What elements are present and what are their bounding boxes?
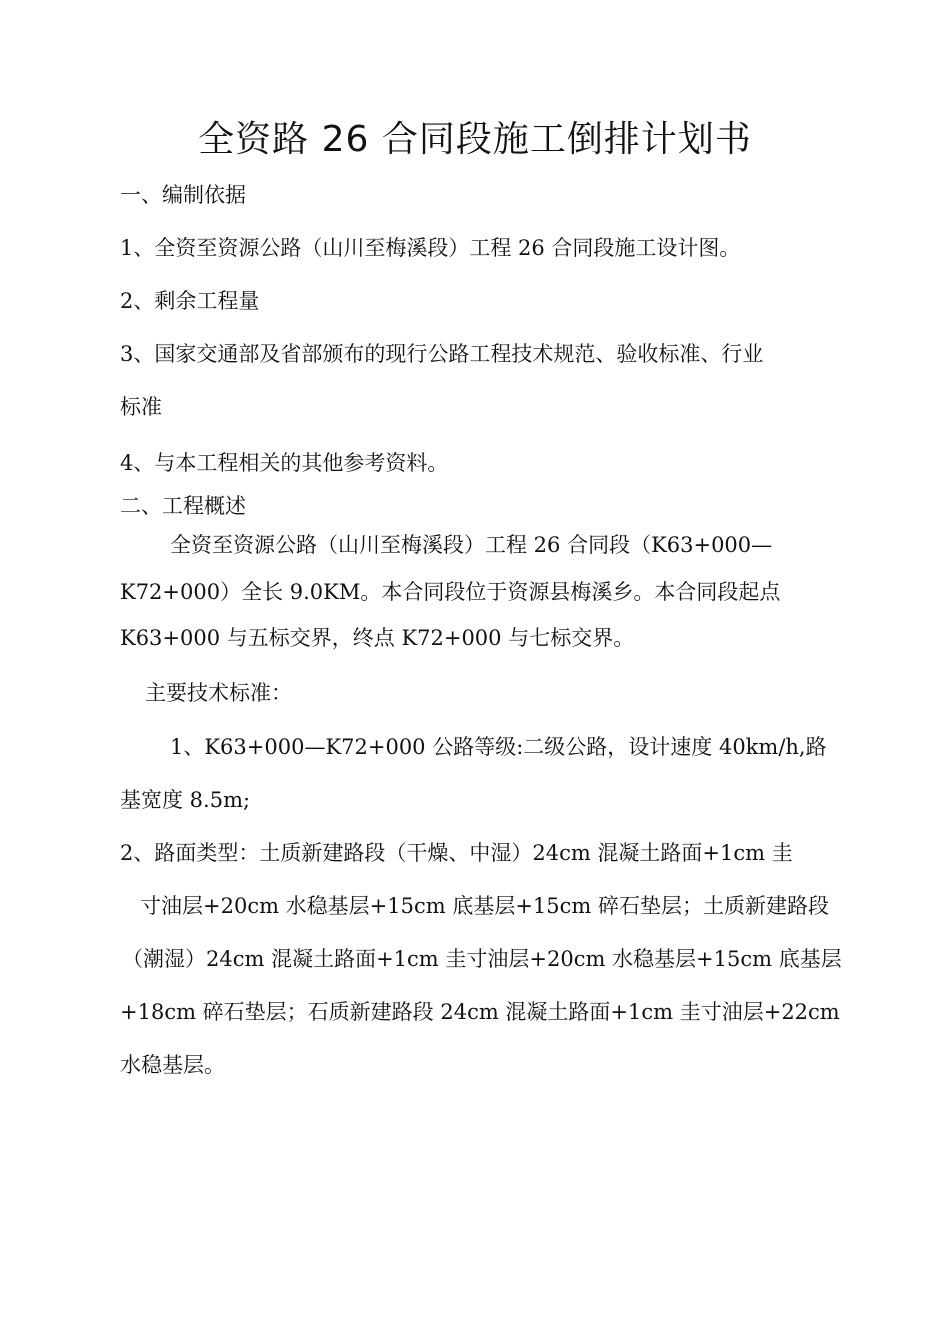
standard-item-2-line-3: （潮湿）24cm 混凝土路面+1cm 圭寸油层+20cm 水稳基层+15cm 底基层 <box>122 947 842 971</box>
section-heading-overview: 二、工程概述 <box>120 494 246 518</box>
standards-heading: 主要技术标准： <box>145 681 292 705</box>
basis-item-4: 4、与本工程相关的其他参考资料。 <box>120 451 449 475</box>
standard-item-2-line-4: +18cm 碎石垫层；石质新建路段 24cm 混凝土路面+1cm 圭寸油层+22cm <box>120 1000 840 1024</box>
overview-para-line-3: K63+000 与五标交界，终点 K72+000 与七标交界。 <box>120 626 635 650</box>
standard-item-2-line-1: 2、路面类型：土质新建路段（干燥、中湿）24cm 混凝土路面+1cm 圭 <box>120 841 793 865</box>
basis-item-3-cont: 标准 <box>120 395 162 419</box>
basis-item-2: 2、剩余工程量 <box>120 289 260 313</box>
basis-item-3: 3、国家交通部及省部颁布的现行公路工程技术规范、验收标准、行业 <box>120 342 764 366</box>
standard-item-2-line-2: 寸油层+20cm 水稳基层+15cm 底基层+15cm 碎石垫层；土质新建路段 <box>140 894 829 918</box>
section-heading-basis: 一、编制依据 <box>120 183 246 207</box>
basis-item-1: 1、全资至资源公路（山川至梅溪段）工程 26 合同段施工设计图。 <box>120 236 741 260</box>
standard-item-1-line-1: 1、K63+000—K72+000 公路等级:二级公路，设计速度 40km/h,路 <box>170 735 827 759</box>
overview-para-line-2: K72+000）全长 9.0KM。本合同段位于资源县梅溪乡。本合同段起点 <box>120 580 781 604</box>
standard-item-1-line-2: 基宽度 8.5m; <box>120 788 251 812</box>
document-title: 全资路 26 合同段施工倒排计划书 <box>198 119 752 160</box>
overview-para-line-1: 全资至资源公路（山川至梅溪段）工程 26 合同段（K63+000— <box>170 533 773 557</box>
standard-item-2-line-5: 水稳基层。 <box>120 1053 225 1077</box>
